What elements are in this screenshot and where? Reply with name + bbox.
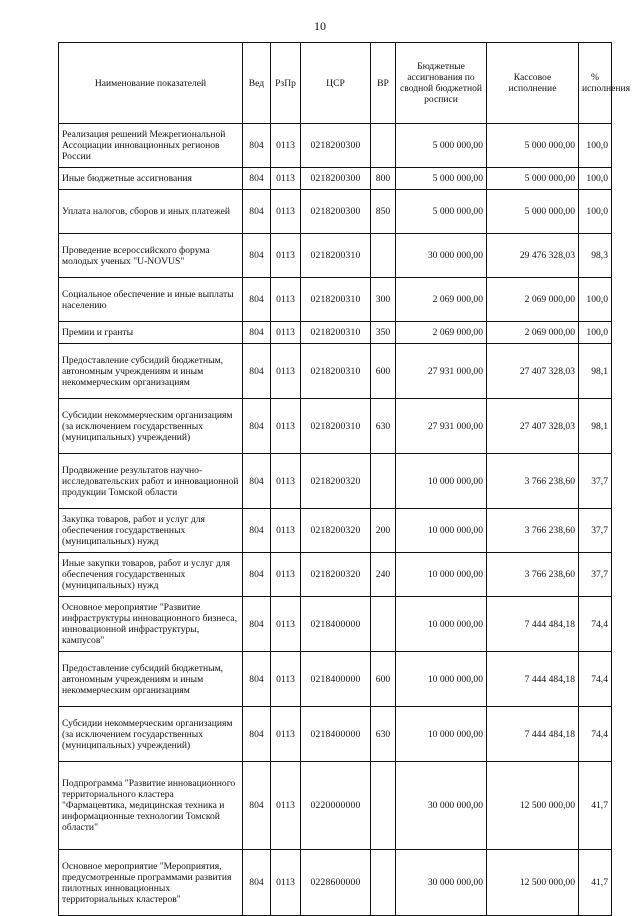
cell-cash: 5 000 000,00 xyxy=(487,190,579,234)
table-row xyxy=(59,399,612,454)
cell-cash: 3 766 238,60 xyxy=(487,553,579,597)
cell-pct: 74,4 xyxy=(579,597,612,652)
page-number: 10 xyxy=(314,19,326,33)
cell-budget: 30 000 000,00 xyxy=(396,762,487,850)
cell-budget: 10 000 000,00 xyxy=(396,597,487,652)
cell-vr: 600 xyxy=(371,344,396,399)
cell-csr: 0218200300 xyxy=(301,124,371,168)
cell-ved: 804 xyxy=(243,344,271,399)
cell-rzpr: 0113 xyxy=(271,509,301,553)
table-row xyxy=(59,762,612,850)
table-row xyxy=(59,553,612,597)
cell-budget: 10 000 000,00 xyxy=(396,509,487,553)
header-name: Наименование показателей xyxy=(59,43,243,124)
cell-pct: 98,1 xyxy=(579,344,612,399)
cell-budget: 5 000 000,00 xyxy=(396,168,487,190)
cell-vr xyxy=(371,234,396,278)
cell-vr xyxy=(371,124,396,168)
cell-vr: 240 xyxy=(371,553,396,597)
cell-cash: 27 407 328,03 xyxy=(487,344,579,399)
cell-rzpr: 0113 xyxy=(271,322,301,344)
cell-budget: 27 931 000,00 xyxy=(396,399,487,454)
table-row xyxy=(59,597,612,652)
header-ved: Вед xyxy=(243,43,271,124)
cell-budget: 30 000 000,00 xyxy=(396,850,487,916)
cell-cash: 2 069 000,00 xyxy=(487,278,579,322)
table-row xyxy=(59,509,612,553)
cell-rzpr: 0113 xyxy=(271,124,301,168)
cell-ved: 804 xyxy=(243,124,271,168)
cell-ved: 804 xyxy=(243,454,271,509)
cell-vr: 600 xyxy=(371,652,396,707)
cell-rzpr: 0113 xyxy=(271,234,301,278)
cell-name: Закупка товаров, работ и услуг для обеспечения государственных (муниципальных) нужд xyxy=(59,509,243,553)
cell-ved: 804 xyxy=(243,190,271,234)
cell-pct: 100,0 xyxy=(579,322,612,344)
cell-name: Социальное обеспечение и иные выплаты населению xyxy=(59,278,243,322)
table-row xyxy=(59,278,612,322)
cell-pct: 100,0 xyxy=(579,124,612,168)
cell-name: Предоставление субсидий бюджетным, автономным учреждениям и иным некоммерческим организациям xyxy=(59,652,243,707)
cell-rzpr: 0113 xyxy=(271,344,301,399)
cell-budget: 10 000 000,00 xyxy=(396,652,487,707)
cell-ved: 804 xyxy=(243,850,271,916)
cell-csr: 0218200310 xyxy=(301,322,371,344)
cell-ved: 804 xyxy=(243,399,271,454)
cell-name: Субсидии некоммерческим организациям (за исключением государственных (муниципальных) учреждений) xyxy=(59,399,243,454)
table-row xyxy=(59,344,612,399)
cell-csr: 0218200310 xyxy=(301,234,371,278)
cell-ved: 804 xyxy=(243,509,271,553)
cell-name: Продвижение результатов научно-исследовательских работ и инновационной продукции Томской области xyxy=(59,454,243,509)
cell-ved: 804 xyxy=(243,322,271,344)
table-row xyxy=(59,707,612,762)
cell-vr: 630 xyxy=(371,707,396,762)
header-cash: Кассовое исполнение xyxy=(487,43,579,124)
cell-vr: 300 xyxy=(371,278,396,322)
cell-rzpr: 0113 xyxy=(271,190,301,234)
cell-pct: 74,4 xyxy=(579,652,612,707)
cell-cash: 7 444 484,18 xyxy=(487,707,579,762)
cell-csr: 0228600000 xyxy=(301,850,371,916)
cell-cash: 2 069 000,00 xyxy=(487,322,579,344)
cell-rzpr: 0113 xyxy=(271,168,301,190)
cell-pct: 41,7 xyxy=(579,762,612,850)
table-row xyxy=(59,124,612,168)
cell-pct: 74,4 xyxy=(579,707,612,762)
cell-rzpr: 0113 xyxy=(271,762,301,850)
cell-pct: 37,7 xyxy=(579,553,612,597)
cell-ved: 804 xyxy=(243,762,271,850)
cell-vr xyxy=(371,850,396,916)
table-row xyxy=(59,322,612,344)
cell-name: Основное мероприятие "Развитие инфраструктуры инновационного бизнеса, инновационной инфраструктуры, кампусов" xyxy=(59,597,243,652)
cell-name: Основное мероприятие "Мероприятия, предусмотренные программами развития пилотных инновационных территориальных кластеров" xyxy=(59,850,243,916)
cell-pct: 98,3 xyxy=(579,234,612,278)
cell-csr: 0218200310 xyxy=(301,278,371,322)
cell-rzpr: 0113 xyxy=(271,850,301,916)
header-budget: Бюджетные ассигнования по сводной бюджетной росписи xyxy=(396,43,487,124)
cell-name: Реализация решений Межрегиональной Ассоциации инновационных регионов России xyxy=(59,124,243,168)
table-row xyxy=(59,190,612,234)
cell-ved: 804 xyxy=(243,652,271,707)
header-csr: ЦСР xyxy=(301,43,371,124)
cell-name: Уплата налогов, сборов и иных платежей xyxy=(59,190,243,234)
cell-name: Подпрограмма "Развитие инновационного территориального кластера "Фармацевтика, медицинская техника и информационные технологии Томской области" xyxy=(59,762,243,850)
cell-rzpr: 0113 xyxy=(271,597,301,652)
cell-cash: 7 444 484,18 xyxy=(487,652,579,707)
cell-rzpr: 0113 xyxy=(271,278,301,322)
cell-cash: 3 766 238,60 xyxy=(487,509,579,553)
cell-ved: 804 xyxy=(243,278,271,322)
cell-cash: 27 407 328,03 xyxy=(487,399,579,454)
cell-cash: 12 500 000,00 xyxy=(487,850,579,916)
cell-budget: 10 000 000,00 xyxy=(396,454,487,509)
cell-budget: 5 000 000,00 xyxy=(396,190,487,234)
cell-csr: 0220000000 xyxy=(301,762,371,850)
cell-name: Иные закупки товаров, работ и услуг для обеспечения государственных (муниципальных) нужд xyxy=(59,553,243,597)
cell-budget: 10 000 000,00 xyxy=(396,707,487,762)
header-rzpr: РзПр xyxy=(271,43,301,124)
cell-vr: 800 xyxy=(371,168,396,190)
table-row xyxy=(59,234,612,278)
cell-budget: 30 000 000,00 xyxy=(396,234,487,278)
cell-budget: 2 069 000,00 xyxy=(396,278,487,322)
cell-csr: 0218200300 xyxy=(301,190,371,234)
cell-rzpr: 0113 xyxy=(271,399,301,454)
cell-cash: 29 476 328,03 xyxy=(487,234,579,278)
table-row xyxy=(59,454,612,509)
cell-pct: 100,0 xyxy=(579,168,612,190)
cell-csr: 0218400000 xyxy=(301,652,371,707)
header-vr: ВР xyxy=(371,43,396,124)
cell-name: Премии и гранты xyxy=(59,322,243,344)
cell-csr: 0218200320 xyxy=(301,454,371,509)
cell-vr: 350 xyxy=(371,322,396,344)
cell-vr: 850 xyxy=(371,190,396,234)
cell-pct: 100,0 xyxy=(579,190,612,234)
cell-csr: 0218200300 xyxy=(301,168,371,190)
cell-vr: 630 xyxy=(371,399,396,454)
cell-vr xyxy=(371,454,396,509)
cell-rzpr: 0113 xyxy=(271,454,301,509)
cell-cash: 5 000 000,00 xyxy=(487,168,579,190)
cell-vr: 200 xyxy=(371,509,396,553)
cell-rzpr: 0113 xyxy=(271,707,301,762)
table-row xyxy=(59,168,612,190)
cell-vr xyxy=(371,762,396,850)
cell-name: Предоставление субсидий бюджетным, автономным учреждениям и иным некоммерческим организациям xyxy=(59,344,243,399)
cell-ved: 804 xyxy=(243,234,271,278)
cell-csr: 0218200320 xyxy=(301,553,371,597)
cell-name: Проведение всероссийского форума молодых ученых "U-NOVUS" xyxy=(59,234,243,278)
cell-cash: 5 000 000,00 xyxy=(487,124,579,168)
cell-pct: 37,7 xyxy=(579,509,612,553)
cell-rzpr: 0113 xyxy=(271,553,301,597)
budget-execution-table xyxy=(58,42,631,916)
table-row xyxy=(59,850,612,916)
cell-ved: 804 xyxy=(243,707,271,762)
cell-pct: 41,7 xyxy=(579,850,612,916)
cell-pct: 98,1 xyxy=(579,399,612,454)
cell-rzpr: 0113 xyxy=(271,652,301,707)
cell-ved: 804 xyxy=(243,553,271,597)
cell-pct: 100,0 xyxy=(579,278,612,322)
cell-budget: 5 000 000,00 xyxy=(396,124,487,168)
cell-pct: 37,7 xyxy=(579,454,612,509)
cell-csr: 0218200320 xyxy=(301,509,371,553)
cell-vr xyxy=(371,597,396,652)
cell-csr: 0218200310 xyxy=(301,399,371,454)
cell-csr: 0218400000 xyxy=(301,597,371,652)
cell-ved: 804 xyxy=(243,597,271,652)
cell-budget: 10 000 000,00 xyxy=(396,553,487,597)
cell-csr: 0218400000 xyxy=(301,707,371,762)
cell-cash: 3 766 238,60 xyxy=(487,454,579,509)
cell-budget: 27 931 000,00 xyxy=(396,344,487,399)
cell-ved: 804 xyxy=(243,168,271,190)
cell-cash: 12 500 000,00 xyxy=(487,762,579,850)
cell-name: Субсидии некоммерческим организациям (за исключением государственных (муниципальных) учреждений) xyxy=(59,707,243,762)
cell-name: Иные бюджетные ассигнования xyxy=(59,168,243,190)
header-pct: % исполнения xyxy=(579,43,612,124)
table-header-row xyxy=(59,43,612,124)
cell-budget: 2 069 000,00 xyxy=(396,322,487,344)
cell-csr: 0218200310 xyxy=(301,344,371,399)
table-row xyxy=(59,652,612,707)
cell-cash: 7 444 484,18 xyxy=(487,597,579,652)
